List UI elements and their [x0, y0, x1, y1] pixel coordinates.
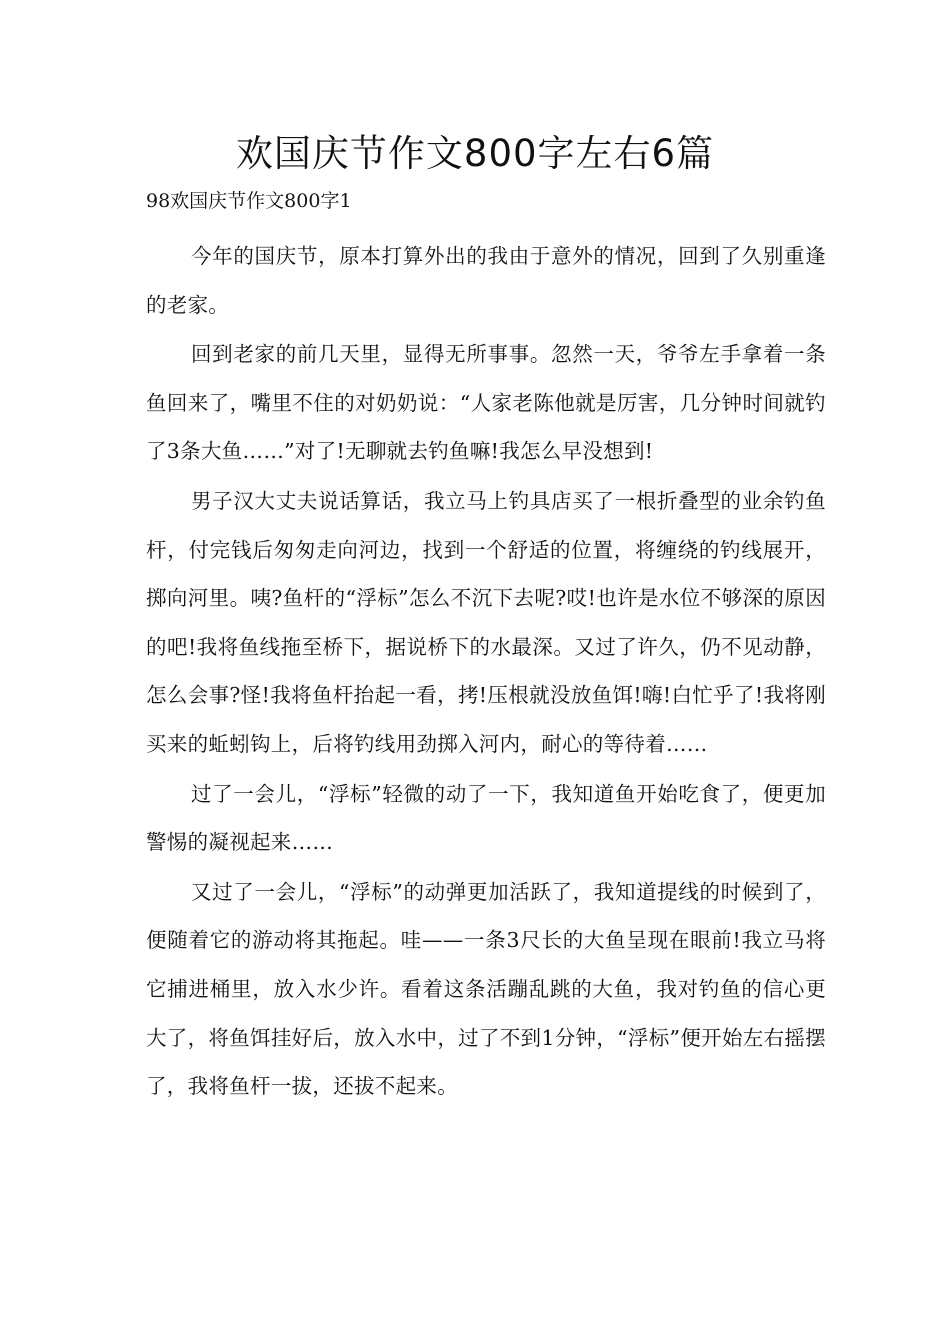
document-subtitle: 98欢国庆节作文800字1: [146, 190, 352, 212]
document-title: 欢国庆节作文800字左右6篇: [235, 132, 715, 175]
paragraph: 回到老家的前几天里，显得无所事事。忽然一天，爷爷左手拿着一条鱼回来了，嘴里不住的对奶奶说：“人家老陈他就是厉害，几分钟时间就钓了3条大鱼……”对了!无聊就去钓鱼嘛!我怎么早没想到!: [146, 342, 826, 464]
paragraph: 今年的国庆节，原本打算外出的我由于意外的情况，回到了久别重逢的老家。: [146, 244, 826, 317]
paragraph: 又过了一会儿，“浮标”的动弹更加活跃了，我知道提线的时候到了，便随着它的游动将其拖起。哇——一条3尺长的大鱼呈现在眼前!我立马将它捕进桶里，放入水少许。看着这条活蹦乱跳的大鱼，我对钓鱼的信心更大了，将鱼饵挂好后，放入水中，过了不到1分钟，“浮标”便开始左右摇摆了，我将鱼杆一拔，还拔不起来。: [146, 879, 826, 1099]
paragraph: 过了一会儿，“浮标”轻微的动了一下，我知道鱼开始吃食了，便更加警惕的凝视起来……: [146, 781, 826, 855]
paragraph: 男子汉大丈夫说话算话，我立马上钓具店买了一根折叠型的业余钓鱼杆，付完钱后匆匆走向河边，找到一个舒适的位置，将缠绕的钓线展开，掷向河里。咦?鱼杆的“浮标”怎么不沉下去呢?哎!也许是水位不够深的原因的吧!我将鱼线拖至桥下，据说桥下的水最深。又过了许久，仍不见动静，怎么会事?怪!我将鱼杆抬起一看，拷!压根就没放鱼饵!嗨!白忙乎了!我将刚买来的蚯蚓钩上，后将钓线用劲掷入河内，耐心的等待着……: [146, 488, 826, 756]
document-body: [146, 232, 826, 1112]
